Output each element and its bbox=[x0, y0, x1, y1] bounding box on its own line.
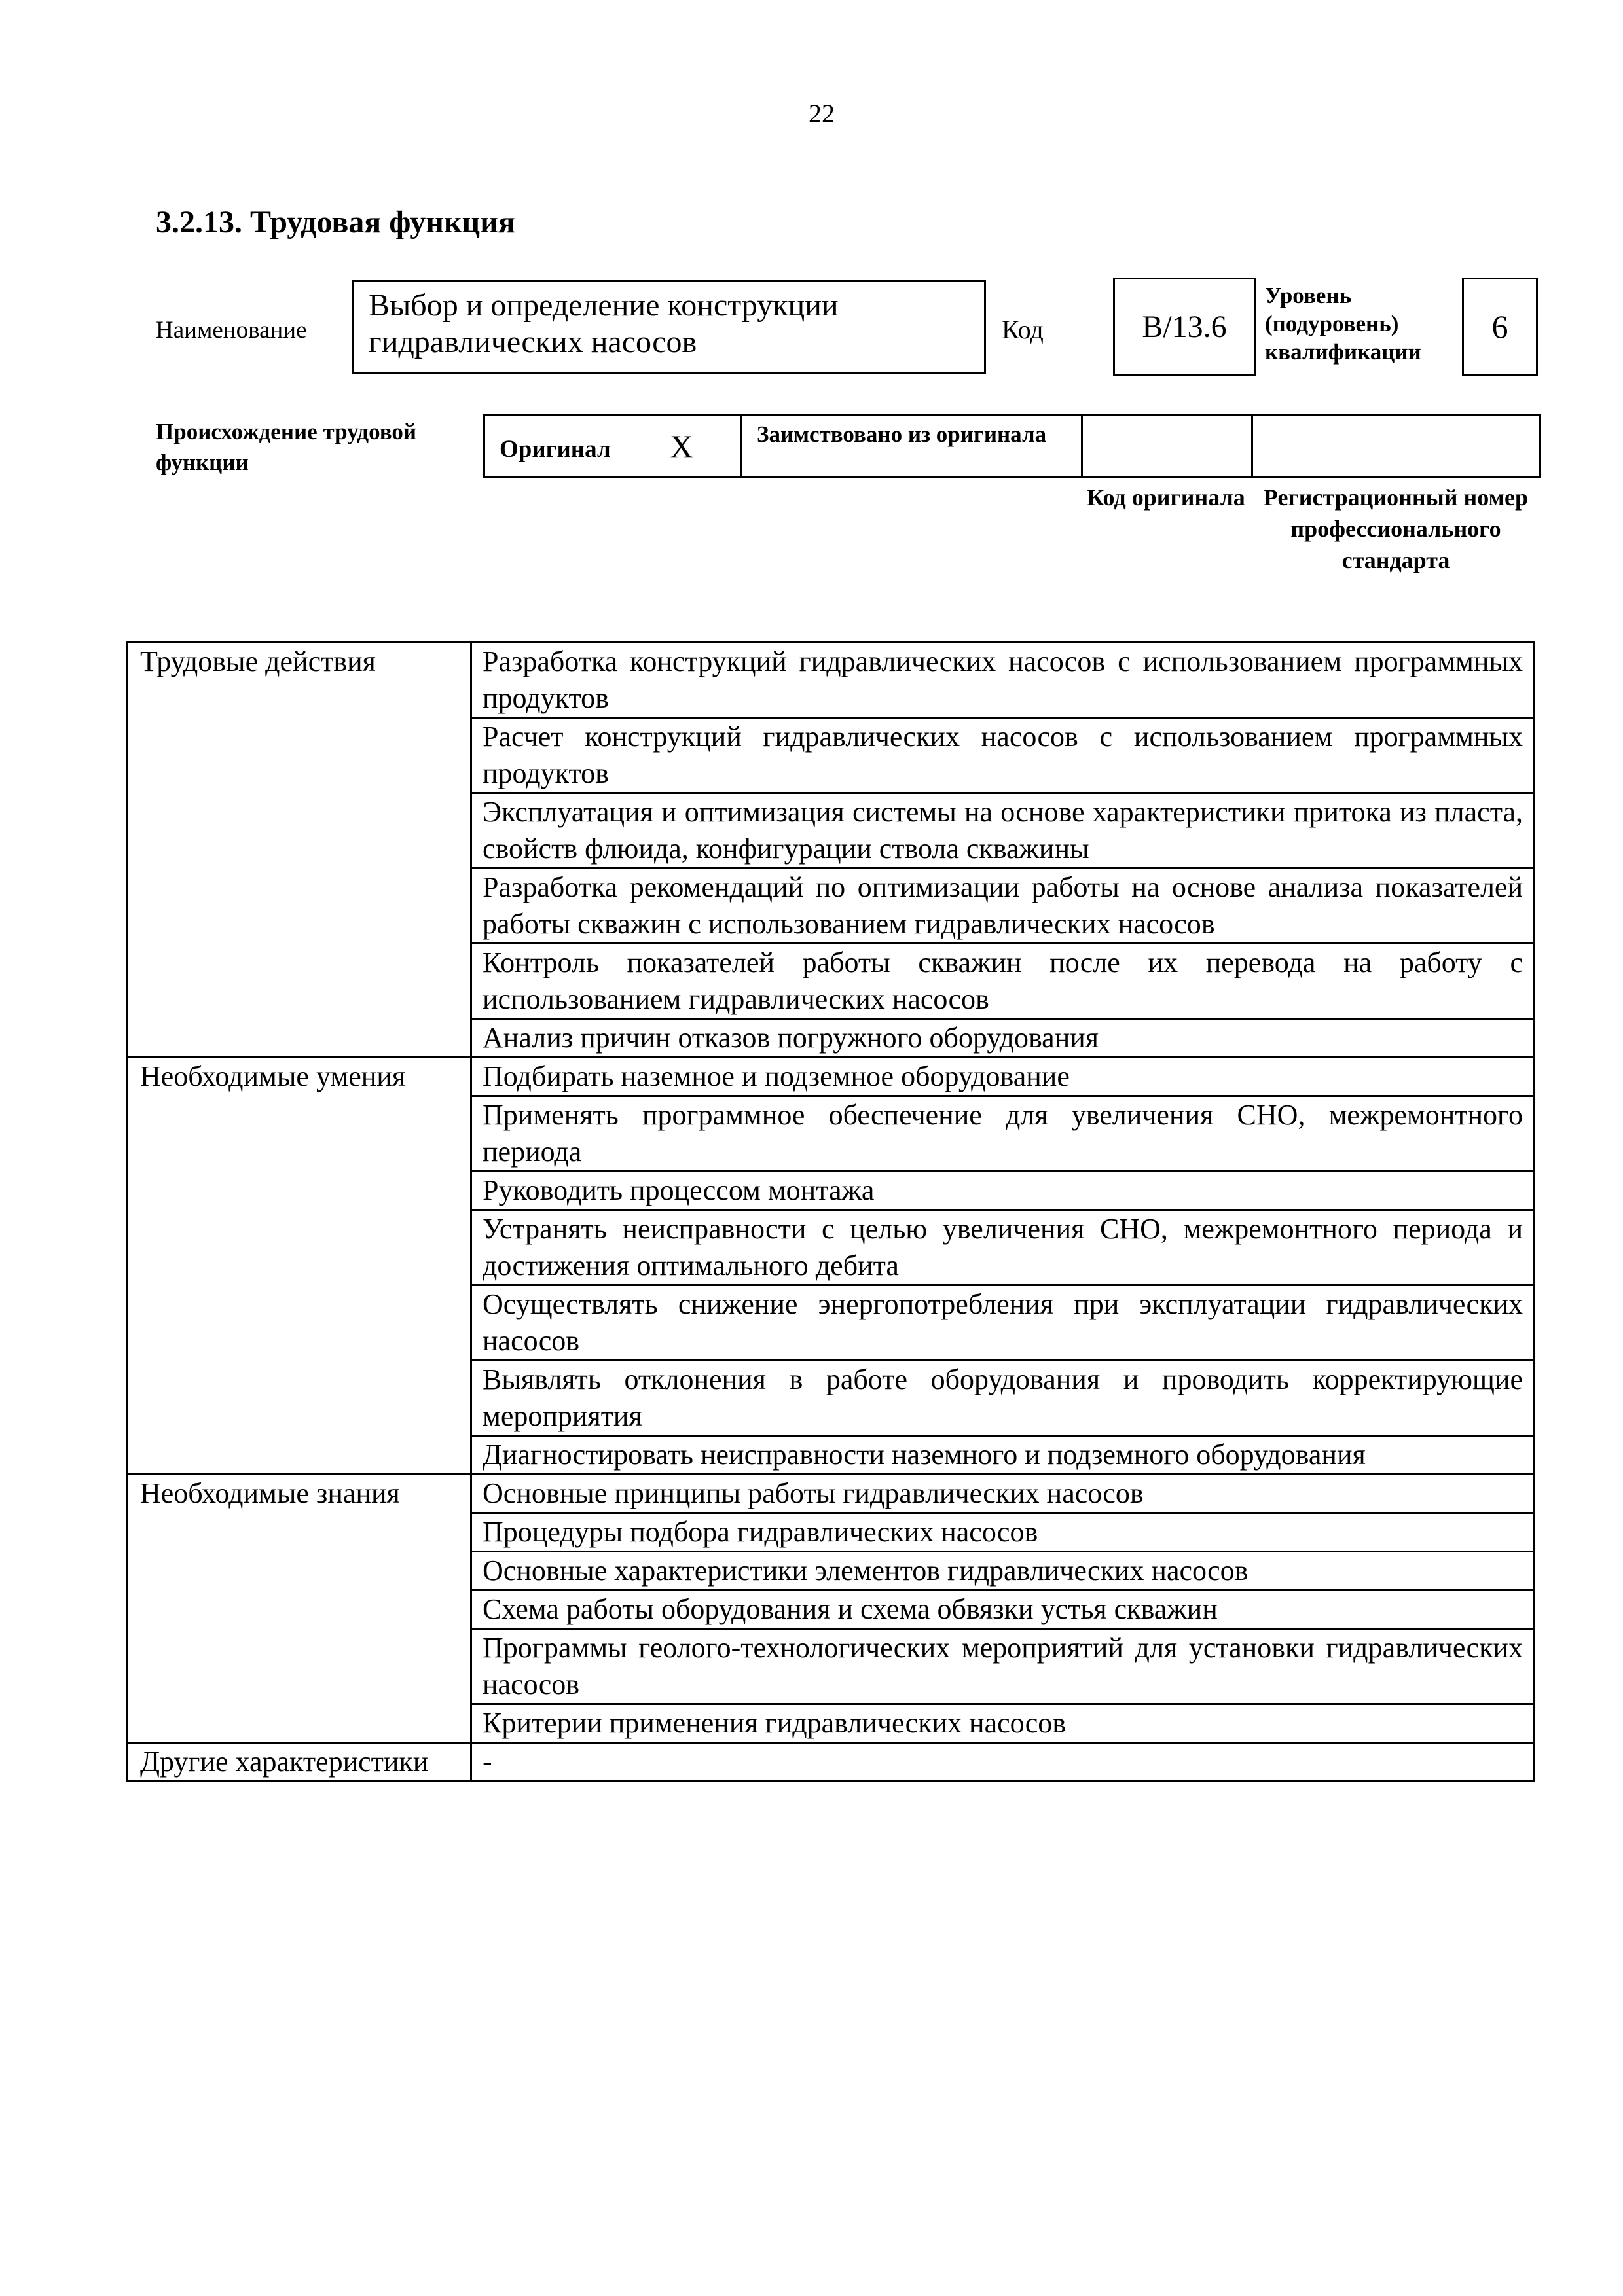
table-cell-item: Выявлять отклонения в работе оборудования и проводить корректирующие мероприятия bbox=[471, 1361, 1535, 1436]
table-cell-item: Критерии применения гидравлических насосов bbox=[471, 1704, 1535, 1743]
table-cell-item: Эксплуатация и оптимизация системы на основе характеристики притока из пласта, свойств флюида, конфигурации ствола скважины bbox=[471, 793, 1535, 869]
table-row bbox=[128, 1743, 1535, 1782]
table-cell-item: Схема работы оборудования и схема обвязки устья скважин bbox=[471, 1590, 1535, 1629]
section-heading: Другие характеристики bbox=[128, 1743, 471, 1782]
origin-original-cell bbox=[485, 416, 742, 476]
code-value: B/13.6 bbox=[1142, 309, 1227, 344]
table-cell-item: Основные принципы работы гидравлических насосов bbox=[471, 1475, 1535, 1513]
origin-label: Происхождение трудовой функции bbox=[156, 419, 417, 475]
code-box bbox=[1113, 278, 1256, 376]
table-cell-item: Диагностировать неисправности наземного и подземного оборудования bbox=[471, 1436, 1535, 1475]
table-cell-item: Применять программное обеспечение для увеличения СНО, межремонтного периода bbox=[471, 1096, 1535, 1172]
name-label: Наименование bbox=[156, 317, 307, 344]
table-row bbox=[128, 1475, 1535, 1513]
origin-borrowed-cell bbox=[742, 416, 1083, 476]
code-original-caption: Код оригинала bbox=[1087, 484, 1245, 511]
table-cell-item: Руководить процессом монтажа bbox=[471, 1172, 1535, 1210]
characteristics-table bbox=[126, 641, 1535, 1782]
table-cell-item: Устранять неисправности с целью увеличения СНО, межремонтного периода и достижения оптимального дебита bbox=[471, 1210, 1535, 1285]
table-cell-item: - bbox=[471, 1743, 1535, 1782]
page-number: 22 bbox=[809, 99, 835, 128]
table-cell-item: Основные характеристики элементов гидравлических насосов bbox=[471, 1552, 1535, 1590]
section-title: 3.2.13. Трудовая функция bbox=[156, 205, 515, 240]
table-cell-item: Подбирать наземное и подземное оборудование bbox=[471, 1058, 1535, 1096]
level-box bbox=[1462, 278, 1538, 376]
origin-row bbox=[483, 414, 1541, 478]
table-cell-item: Процедуры подбора гидравлических насосов bbox=[471, 1513, 1535, 1552]
reg-number-caption: Регистрационный номер профессионального стандарта bbox=[1263, 484, 1529, 573]
table-cell-item: Разработка конструкций гидравлических насосов с использованием программных продуктов bbox=[471, 643, 1535, 718]
code-label: Код bbox=[1002, 315, 1044, 344]
function-name: Выбор и определение конструкции гидравлических насосов bbox=[369, 288, 839, 359]
table-cell-item: Анализ причин отказов погружного оборудования bbox=[471, 1019, 1535, 1058]
borrowed-label: Заимствовано из оригинала bbox=[757, 422, 1047, 447]
section-heading: Необходимые знания bbox=[128, 1475, 471, 1743]
level-label: Уровень (подуровень) квалификации bbox=[1265, 283, 1421, 365]
original-mark: X bbox=[670, 428, 694, 465]
table-row bbox=[128, 643, 1535, 718]
level-value: 6 bbox=[1491, 308, 1508, 345]
table-cell-item: Расчет конструкций гидравлических насосов с использованием программных продуктов bbox=[471, 718, 1535, 793]
original-label: Оригинал bbox=[500, 436, 611, 463]
section-heading: Трудовые действия bbox=[128, 643, 471, 1058]
section-heading: Необходимые умения bbox=[128, 1058, 471, 1475]
table-cell-item: Контроль показателей работы скважин после их перевода на работу с использованием гидравлических насосов bbox=[471, 944, 1535, 1019]
origin-code-cell bbox=[1083, 416, 1253, 476]
table-row bbox=[128, 1058, 1535, 1096]
table-cell-item: Разработка рекомендаций по оптимизации работы на основе анализа показателей работы скважин с использованием гидравлических насосов bbox=[471, 869, 1535, 944]
table-cell-item: Осуществлять снижение энергопотребления при эксплуатации гидравлических насосов bbox=[471, 1285, 1535, 1361]
table-cell-item: Программы геолого-технологических мероприятий для установки гидравлических насосов bbox=[471, 1629, 1535, 1704]
function-name-box bbox=[352, 280, 986, 374]
